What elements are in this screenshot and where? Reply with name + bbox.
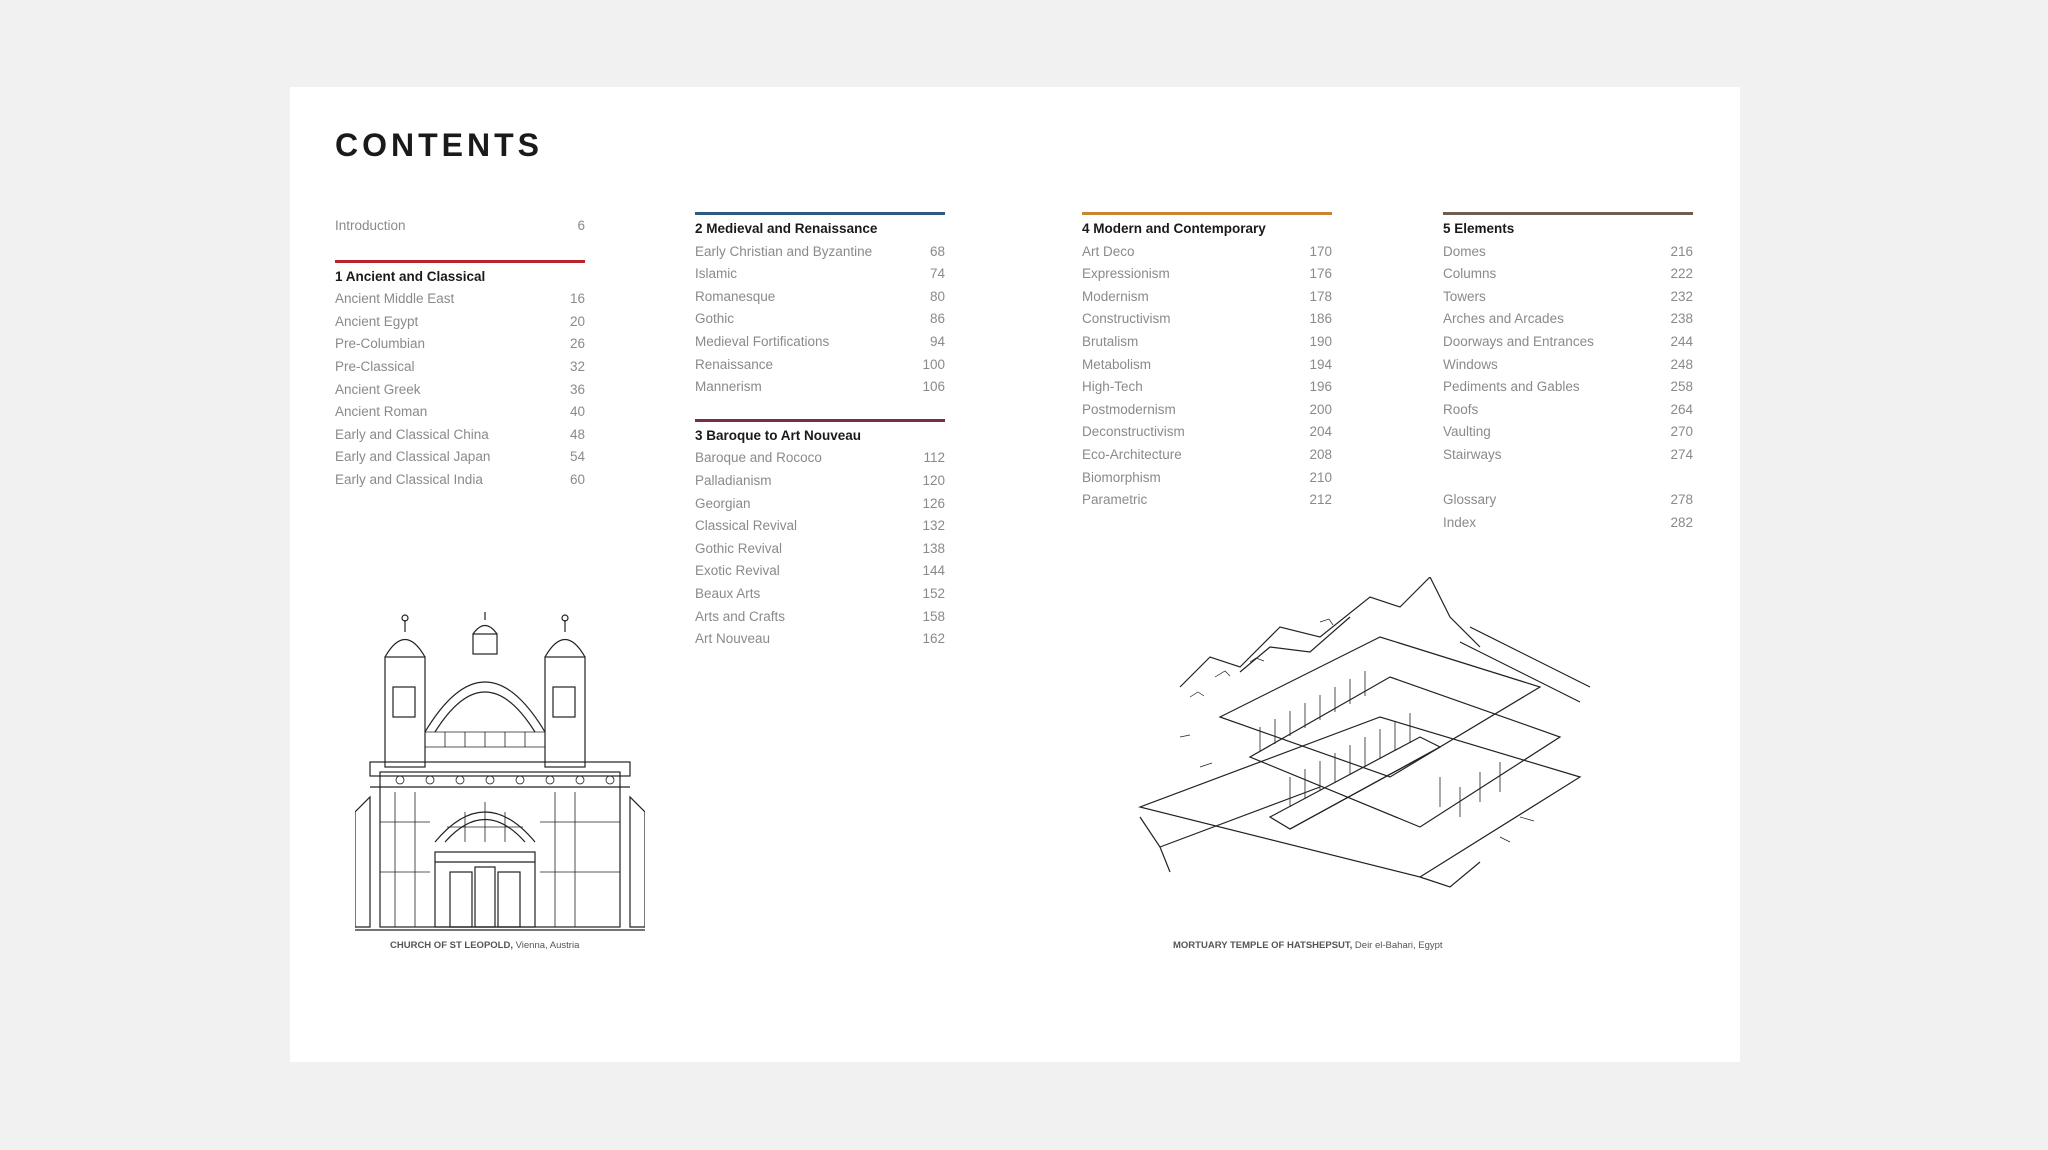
toc-entry-label: Classical Revival xyxy=(695,518,798,534)
toc-entry[interactable] xyxy=(695,331,945,354)
toc-entry-page: 74 xyxy=(929,266,945,282)
toc-entry-page: 16 xyxy=(569,291,585,307)
toc-entry[interactable] xyxy=(1082,354,1332,377)
toc-entry-label: Pre-Columbian xyxy=(335,336,426,352)
toc-entry-introduction[interactable] xyxy=(335,215,585,238)
toc-column-4 xyxy=(1443,212,1693,534)
toc-entry[interactable] xyxy=(695,447,945,470)
toc-entry-page: 216 xyxy=(1670,243,1693,259)
toc-entry[interactable] xyxy=(695,493,945,516)
toc-entry[interactable] xyxy=(695,628,945,651)
toc-entry[interactable] xyxy=(1082,308,1332,331)
toc-column-3 xyxy=(1082,212,1332,512)
toc-entry[interactable] xyxy=(1082,444,1332,467)
toc-entry-page: 60 xyxy=(569,471,585,487)
toc-entry[interactable] xyxy=(1443,444,1693,467)
toc-entry[interactable] xyxy=(335,333,585,356)
toc-entry[interactable] xyxy=(1443,263,1693,286)
toc-entry[interactable] xyxy=(335,401,585,424)
toc-entry-page: 132 xyxy=(922,518,945,534)
toc-entry-label: Deconstructivism xyxy=(1082,424,1185,440)
toc-column-2 xyxy=(695,212,945,651)
toc-entry-page: 80 xyxy=(929,288,945,304)
toc-entry-page: 210 xyxy=(1309,469,1332,485)
toc-entry[interactable] xyxy=(1443,376,1693,399)
toc-entry-page: 54 xyxy=(569,449,585,465)
toc-entry-label: Arts and Crafts xyxy=(695,608,786,624)
toc-entry-page: 200 xyxy=(1309,401,1332,417)
page-title: CONTENTS xyxy=(335,127,543,163)
toc-entry-page: 244 xyxy=(1670,333,1693,349)
toc-entry[interactable] xyxy=(695,515,945,538)
toc-entry[interactable] xyxy=(1443,354,1693,377)
toc-entry-page: 190 xyxy=(1309,333,1332,349)
toc-entry[interactable] xyxy=(1443,399,1693,422)
toc-entry[interactable] xyxy=(1443,421,1693,444)
toc-entry-label: Constructivism xyxy=(1082,311,1171,327)
toc-entry-page: 36 xyxy=(569,381,585,397)
toc-entry-page: 86 xyxy=(929,311,945,327)
toc-entry[interactable] xyxy=(335,379,585,402)
toc-entry-page: 238 xyxy=(1670,311,1693,327)
section-heading[interactable]: 2 Medieval and Renaissance xyxy=(695,212,945,241)
toc-entry-page: 6 xyxy=(577,218,585,233)
toc-entry-label: Gothic xyxy=(695,311,735,327)
toc-entry-label: Domes xyxy=(1443,243,1486,259)
toc-entry-label: Ancient Middle East xyxy=(335,291,455,307)
toc-section-medieval-renaissance xyxy=(695,212,945,399)
toc-entry[interactable] xyxy=(695,354,945,377)
toc-entry-page: 278 xyxy=(1670,492,1693,508)
toc-entry-label: Eco-Architecture xyxy=(1082,446,1182,462)
toc-entry[interactable] xyxy=(1082,263,1332,286)
toc-entry-label: Gothic Revival xyxy=(695,540,783,556)
toc-entry-label: Romanesque xyxy=(695,288,776,304)
toc-entry-page: 48 xyxy=(569,426,585,442)
toc-entry[interactable] xyxy=(335,469,585,492)
toc-entry-page: 120 xyxy=(922,472,945,488)
toc-entry-label: Art Deco xyxy=(1082,243,1135,259)
toc-entry-label: Early and Classical Japan xyxy=(335,449,491,465)
toc-entry-page: 222 xyxy=(1670,266,1693,282)
toc-entry-label: Roofs xyxy=(1443,401,1479,417)
toc-entry-page: 94 xyxy=(929,333,945,349)
toc-entry-label: Early Christian and Byzantine xyxy=(695,243,873,259)
toc-entry-label: Islamic xyxy=(695,266,738,282)
toc-entry[interactable] xyxy=(695,286,945,309)
toc-entry[interactable] xyxy=(1082,376,1332,399)
toc-entry-label: Arches and Arcades xyxy=(1443,311,1564,327)
toc-entry[interactable] xyxy=(1443,241,1693,264)
section-heading[interactable]: 1 Ancient and Classical xyxy=(335,260,585,289)
toc-entry-label: Beaux Arts xyxy=(695,585,761,601)
toc-entry[interactable] xyxy=(335,288,585,311)
toc-entry-label: Art Nouveau xyxy=(695,631,771,647)
toc-entry-label: Ancient Greek xyxy=(335,381,421,397)
toc-entry-page: 158 xyxy=(922,608,945,624)
toc-entry-page: 186 xyxy=(1309,311,1332,327)
toc-entry-label: Columns xyxy=(1443,266,1497,282)
toc-entry[interactable] xyxy=(695,538,945,561)
toc-entry-page: 40 xyxy=(569,404,585,420)
toc-entry-label: Vaulting xyxy=(1443,424,1491,440)
toc-entry-label: Pre-Classical xyxy=(335,358,415,374)
toc-entry-page: 126 xyxy=(922,495,945,511)
toc-entry[interactable] xyxy=(1082,331,1332,354)
toc-entry-page: 264 xyxy=(1670,401,1693,417)
toc-entry-page: 270 xyxy=(1670,424,1693,440)
section-heading[interactable]: 5 Elements xyxy=(1443,212,1693,241)
toc-entry[interactable] xyxy=(1082,489,1332,512)
toc-entry-label: Early and Classical China xyxy=(335,426,489,442)
toc-entry[interactable] xyxy=(335,356,585,379)
toc-entry-label: Renaissance xyxy=(695,356,774,372)
toc-entry-label: Stairways xyxy=(1443,446,1502,462)
toc-entry-label: Mannerism xyxy=(695,379,762,395)
toc-entry[interactable] xyxy=(695,606,945,629)
caption-name: MORTUARY TEMPLE OF HATSHEPSUT, xyxy=(1173,940,1353,951)
toc-entry-page: 152 xyxy=(922,585,945,601)
toc-entry-page: 162 xyxy=(922,631,945,647)
toc-entry-label: Expressionism xyxy=(1082,266,1170,282)
toc-entry-page: 196 xyxy=(1309,379,1332,395)
toc-entry-label: Modernism xyxy=(1082,288,1149,304)
toc-entry[interactable] xyxy=(1443,308,1693,331)
toc-entry-label: Early and Classical India xyxy=(335,471,483,487)
toc-entry[interactable] xyxy=(695,560,945,583)
toc-entry[interactable] xyxy=(335,446,585,469)
church-of-st-leopold-illustration xyxy=(355,612,645,932)
toc-entry-label: Introduction xyxy=(335,218,406,233)
toc-entry-label: Medieval Fortifications xyxy=(695,333,830,349)
toc-entry-label: Doorways and Entrances xyxy=(1443,333,1594,349)
toc-entry[interactable] xyxy=(335,311,585,334)
toc-entry-page: 274 xyxy=(1670,446,1693,462)
toc-entry-label: Ancient Roman xyxy=(335,404,428,420)
toc-entry-page: 282 xyxy=(1670,514,1693,530)
toc-entry[interactable] xyxy=(695,376,945,399)
toc-entry-page: 144 xyxy=(922,563,945,579)
toc-entry[interactable] xyxy=(695,263,945,286)
caption-mortuary-temple-of-hatshepsut xyxy=(1173,940,1443,951)
toc-entry-glossary[interactable] xyxy=(1443,489,1693,512)
toc-entry-label: Postmodernism xyxy=(1082,401,1176,417)
toc-entry-page: 258 xyxy=(1670,379,1693,395)
mortuary-temple-of-hatshepsut-illustration xyxy=(1120,577,1590,907)
toc-entry-page: 232 xyxy=(1670,288,1693,304)
toc-entry-label: Baroque and Rococo xyxy=(695,450,822,466)
toc-column-1 xyxy=(335,215,585,492)
toc-section-elements xyxy=(1443,212,1693,467)
toc-section-baroque-art-nouveau xyxy=(695,419,945,651)
toc-entry[interactable] xyxy=(1082,421,1332,444)
toc-entry-page: 26 xyxy=(569,336,585,352)
caption-place: Deir el-Bahari, Egypt xyxy=(1354,940,1443,951)
toc-entry-page: 100 xyxy=(922,356,945,372)
toc-entry-page: 112 xyxy=(923,450,945,466)
section-heading[interactable]: 4 Modern and Contemporary xyxy=(1082,212,1332,241)
toc-entry-label: Biomorphism xyxy=(1082,469,1161,485)
toc-entry-label: Metabolism xyxy=(1082,356,1152,372)
toc-entry-page: 68 xyxy=(929,243,945,259)
toc-entry-page: 170 xyxy=(1309,243,1332,259)
caption-name: CHURCH OF ST LEOPOLD, xyxy=(390,940,513,951)
toc-entry-page: 32 xyxy=(569,358,585,374)
toc-section-ancient-classical xyxy=(335,260,585,492)
caption-church-of-st-leopold xyxy=(390,940,579,951)
toc-entry[interactable] xyxy=(1082,467,1332,490)
toc-entry[interactable] xyxy=(1082,399,1332,422)
toc-entry-label: Index xyxy=(1443,514,1477,530)
toc-entry-label: Pediments and Gables xyxy=(1443,379,1580,395)
toc-entry-label: High-Tech xyxy=(1082,379,1143,395)
toc-entry-page: 212 xyxy=(1309,492,1332,508)
toc-entry-page: 176 xyxy=(1309,266,1332,282)
toc-entry-label: Windows xyxy=(1443,356,1498,372)
toc-entry-label: Towers xyxy=(1443,288,1486,304)
toc-entry-label: Glossary xyxy=(1443,492,1497,508)
toc-entry[interactable] xyxy=(695,583,945,606)
toc-entry[interactable] xyxy=(1443,331,1693,354)
toc-entry-page: 178 xyxy=(1309,288,1332,304)
toc-entry[interactable] xyxy=(1443,286,1693,309)
toc-entry[interactable] xyxy=(695,308,945,331)
toc-entry-label: Ancient Egypt xyxy=(335,313,419,329)
section-heading[interactable]: 3 Baroque to Art Nouveau xyxy=(695,419,945,448)
toc-entry-index[interactable] xyxy=(1443,512,1693,535)
toc-entry-page: 248 xyxy=(1670,356,1693,372)
toc-entry[interactable] xyxy=(1082,241,1332,264)
toc-entry-page: 204 xyxy=(1309,424,1332,440)
toc-entry-page: 106 xyxy=(922,379,945,395)
toc-entry-page: 208 xyxy=(1309,446,1332,462)
toc-entry[interactable] xyxy=(1082,286,1332,309)
toc-entry[interactable] xyxy=(695,470,945,493)
toc-entry-label: Brutalism xyxy=(1082,333,1139,349)
toc-entry[interactable] xyxy=(335,424,585,447)
caption-place: Vienna, Austria xyxy=(515,940,580,951)
toc-entry-page: 20 xyxy=(569,313,585,329)
toc-entry[interactable] xyxy=(695,241,945,264)
toc-entry-label: Georgian xyxy=(695,495,751,511)
contents-page xyxy=(290,87,1740,1062)
toc-entry-page: 138 xyxy=(922,540,945,556)
toc-entry-label: Parametric xyxy=(1082,492,1148,508)
toc-section-modern-contemporary xyxy=(1082,212,1332,512)
toc-entry-page: 194 xyxy=(1309,356,1332,372)
toc-entry-label: Palladianism xyxy=(695,472,772,488)
toc-entry-label: Exotic Revival xyxy=(695,563,780,579)
